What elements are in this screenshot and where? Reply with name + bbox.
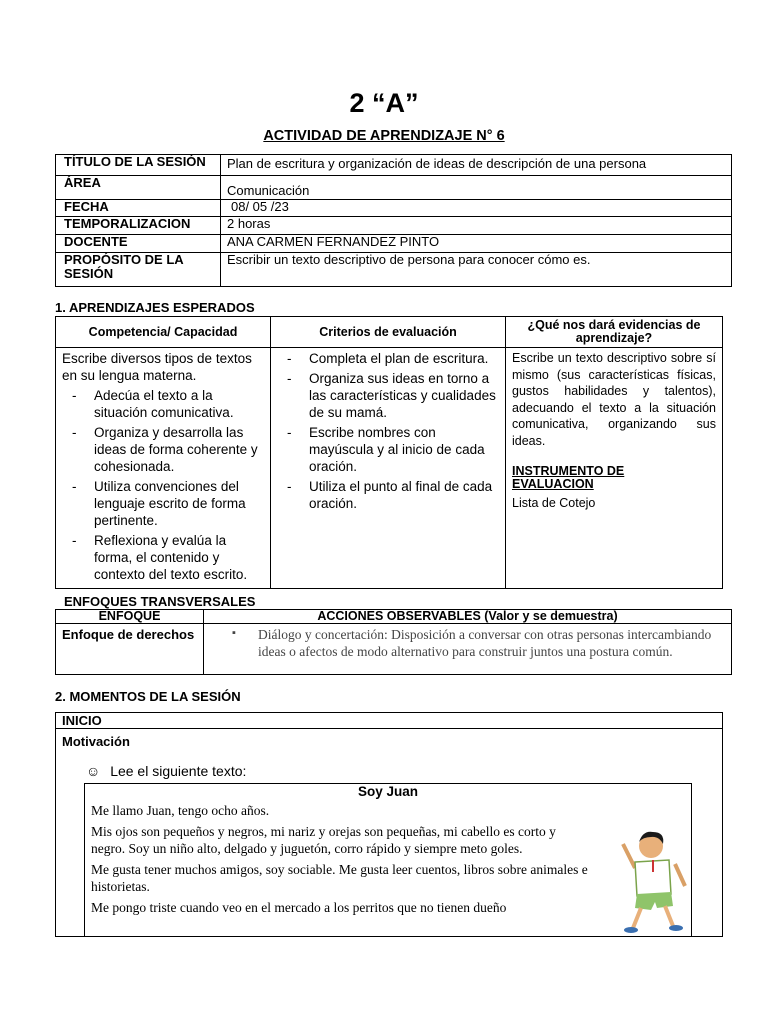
instruction-text: Lee el siguiente texto: — [110, 763, 247, 779]
list-item: - Organiza sus ideas en torno a las características y cualidades de su mamá. — [277, 370, 499, 421]
evidencias-cell — [506, 348, 723, 589]
instrumento-value: Lista de Cotejo — [512, 496, 596, 510]
column-header: ¿Qué nos dará evidencias de aprendizaje? — [506, 317, 723, 348]
info-value: Escribir un texto descriptivo de persona para conocer cómo es. — [221, 253, 732, 287]
reading-title: Soy Juan — [357, 784, 419, 799]
info-label: TEMPORALIZACION — [56, 217, 221, 235]
reading-paragraph: Me pongo triste cuando veo en el mercado a los perritos que no tienen dueño — [91, 900, 507, 915]
accion-cell — [204, 624, 732, 675]
criterios-list — [277, 350, 499, 512]
column-header: Competencia/ Capacidad — [56, 317, 271, 348]
instrumento-label-text: INSTRUMENTO DE EVALUACION — [512, 464, 625, 491]
info-value: 08/ 05 /23 — [221, 200, 732, 217]
column-header: ENFOQUE — [56, 610, 204, 624]
info-value: 2 horas — [221, 217, 732, 235]
info-label: DOCENTE — [56, 235, 221, 253]
competencia-intro: Escribe diversos tipos de textos en su lengua materna. — [62, 351, 252, 383]
enfoques-table — [55, 609, 732, 675]
info-label: PROPÓSITO DE LA SESIÓN — [56, 253, 221, 287]
evidencia-text: Escribe un texto descriptivo sobre sí mismo (sus características físicas, gustos habilidades y talentos), adecuando el texto a la situación comunicativa, organizando sus ideas. — [512, 351, 716, 448]
info-label: FECHA — [56, 200, 221, 217]
aprendizajes-heading: 1. APRENDIZAJES ESPERADOS — [55, 300, 255, 315]
list-item: - Adecúa el texto a la situación comunicativa. — [62, 387, 264, 421]
info-value: ANA CARMEN FERNANDEZ PINTO — [221, 235, 732, 253]
reading-paragraph: Me gusta tener muchos amigos, soy sociable. Me gusta leer cuentos, libros sobre animales e historietas. — [91, 862, 588, 894]
column-header: ACCIONES OBSERVABLES (Valor y se demuestra) — [204, 610, 732, 624]
competencia-cell — [56, 348, 271, 589]
criterios-cell — [271, 348, 506, 589]
list-item: - Organiza y desarrolla las ideas de forma coherente y cohesionada. — [62, 424, 264, 475]
grade-title: 2 “A” — [349, 88, 419, 118]
inicio-row: INICIO — [56, 713, 722, 729]
instruction-line — [86, 763, 246, 779]
session-info-table — [55, 154, 732, 287]
info-value: Comunicación — [221, 176, 732, 200]
info-label: TÍTULO DE LA SESIÓN — [56, 155, 221, 176]
momentos-heading: 2. MOMENTOS DE LA SESIÓN — [55, 689, 241, 704]
reading-box — [84, 783, 692, 936]
list-item: - Escribe nombres con mayúscula y al inicio de cada oración. — [277, 424, 499, 475]
info-label: ÁREA — [56, 176, 221, 200]
reading-paragraph: Me llamo Juan, tengo ocho años. — [91, 803, 270, 818]
reading-paragraph: Mis ojos son pequeños y negros, mi nariz y orejas son pequeñas, mi cabello es corto y negro. Soy un niño alto, delgado y juguetón, corro rápido y siempre meto goles. — [91, 824, 556, 856]
boy-illustration — [613, 824, 691, 936]
list-item: - Utiliza convenciones del lenguaje escrito de forma pertinente. — [62, 478, 264, 529]
capacidades-list — [62, 387, 264, 583]
smiley-icon: ☺ — [86, 763, 101, 779]
enfoque-cell: Enfoque de derechos — [56, 624, 204, 675]
list-item: - Reflexiona y evalúa la forma, el contenido y contexto del texto escrito. — [62, 532, 264, 583]
instrumento-label — [512, 465, 716, 491]
motivacion-label: Motivación — [62, 734, 130, 749]
enfoques-heading: ENFOQUES TRANSVERSALES — [64, 594, 256, 609]
list-item: - Utiliza el punto al final de cada oración. — [277, 478, 499, 512]
aprendizajes-table — [55, 316, 723, 589]
info-value: Plan de escritura y organización de ideas de descripción de una persona — [221, 155, 732, 176]
accion-text: ▪ Diálogo y concertación: Disposición a conversar con otras personas intercambiando ideas o afectos de modo alternativo para construir juntos una postura común. — [258, 627, 712, 659]
column-header: Criterios de evaluación — [271, 317, 506, 348]
activity-title: ACTIVIDAD DE APRENDIZAJE N° 6 — [263, 128, 505, 144]
list-item: - Completa el plan de escritura. — [277, 350, 499, 367]
